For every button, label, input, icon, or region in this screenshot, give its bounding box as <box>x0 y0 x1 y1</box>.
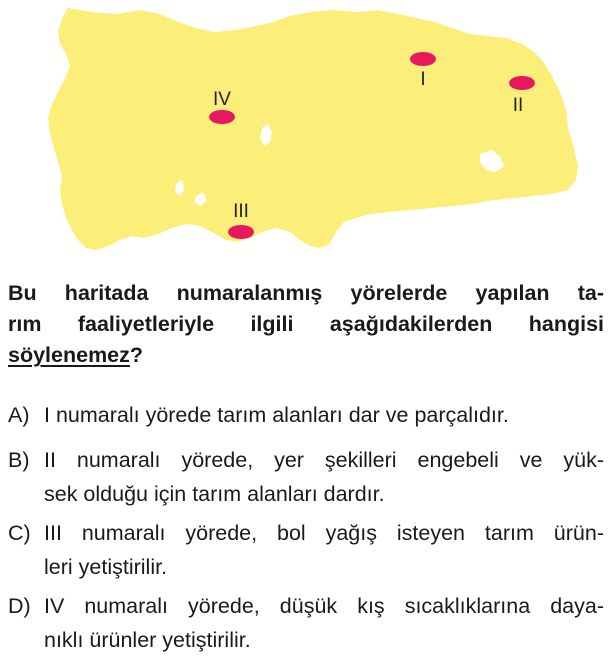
option-line: sek olduğu için tarım alanları dardır. <box>44 482 385 506</box>
marker-iii <box>228 225 254 239</box>
option-b[interactable] <box>8 443 604 511</box>
question-negative-keyword: söylenemez <box>8 343 130 367</box>
option-text <box>44 443 604 511</box>
option-letter: A) <box>8 403 30 427</box>
marker-label-iii: III <box>233 201 249 222</box>
question-stem <box>8 278 604 371</box>
question-mark: ? <box>129 343 144 367</box>
turkey-landmass <box>48 8 578 250</box>
option-a[interactable] <box>8 398 604 432</box>
marker-ii <box>509 76 535 90</box>
option-letter: D) <box>8 594 31 618</box>
marker-label-i: I <box>420 69 426 90</box>
option-line: II numaralı yörede, yer şekilleri engebeli ve yük- <box>44 448 604 472</box>
marker-label-iv: IV <box>213 89 231 110</box>
option-d[interactable] <box>8 589 604 657</box>
option-letter: C) <box>8 521 31 545</box>
option-line: IV numaralı yörede, düşük kış sıcaklıklarına daya- <box>44 594 604 618</box>
marker-iv <box>209 110 235 124</box>
option-text <box>44 398 604 432</box>
option-text <box>44 589 604 657</box>
marker-i <box>410 52 436 66</box>
question-line-3 <box>8 340 604 371</box>
option-line: nıklı ürünler yetiştirilir. <box>44 628 251 652</box>
turkey-map <box>0 0 612 270</box>
option-letter: B) <box>8 448 30 472</box>
option-line: I numaralı yörede tarım alanları dar ve parçalıdır. <box>44 403 509 427</box>
question-line-2: rım faaliyetleriyle ilgili aşağıdakilerden hangisi <box>8 312 604 336</box>
option-line: III numaralı yörede, bol yağış isteyen tarım ürün- <box>44 521 604 545</box>
marker-label-ii: II <box>512 95 524 116</box>
option-text <box>44 516 604 584</box>
option-c[interactable] <box>8 516 604 584</box>
option-line: leri yetiştirilir. <box>44 555 168 579</box>
question-line-1: Bu haritada numaralanmış yörelerde yapılan ta- <box>8 281 604 305</box>
